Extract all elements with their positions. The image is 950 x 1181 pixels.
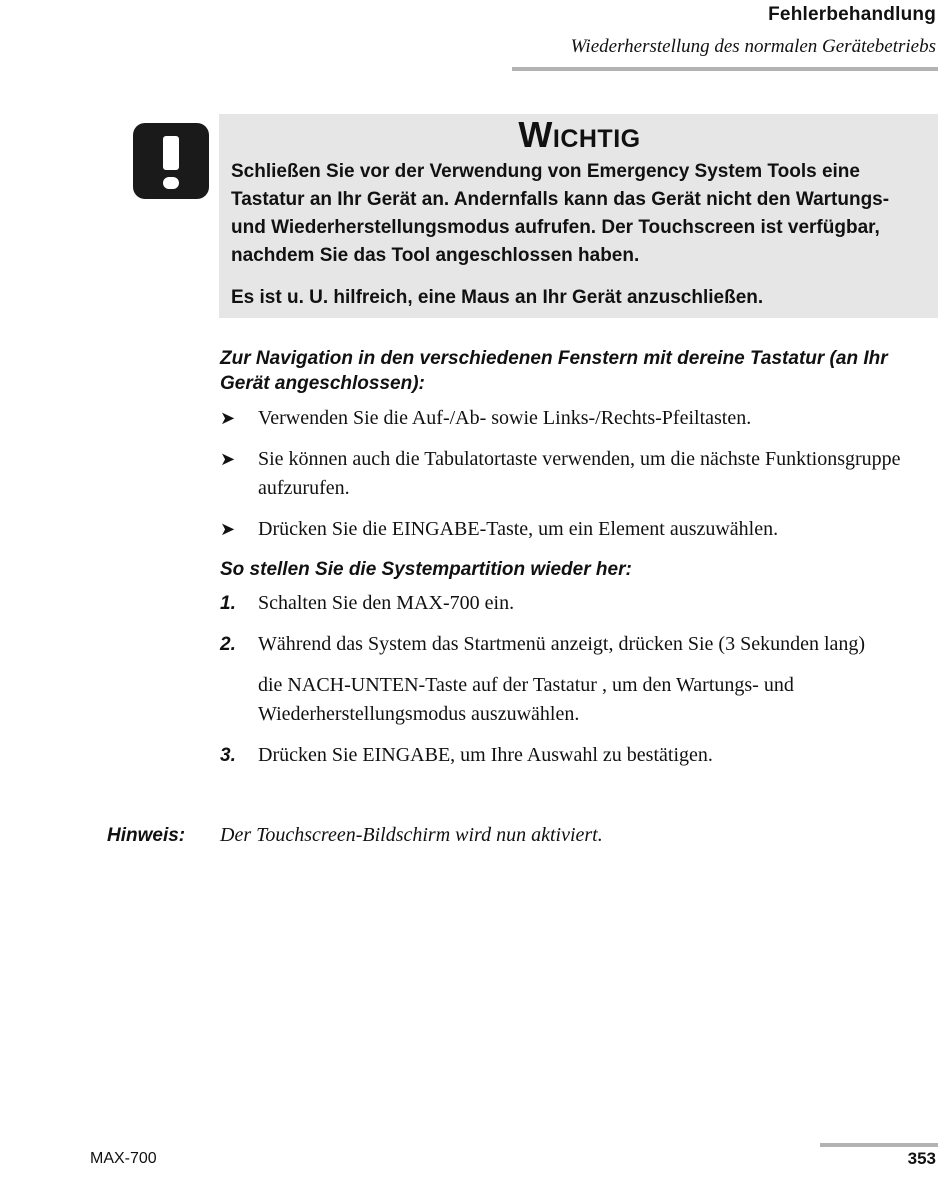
step-text: Drücken Sie EINGABE, um Ihre Auswahl zu bestätigen.: [258, 744, 713, 766]
restore-heading: So stellen Sie die Systempartition wieder her:: [220, 559, 632, 580]
exclamation-icon: [133, 123, 209, 199]
note-text: Der Touchscreen-Bildschirm wird nun aktiviert.: [220, 824, 603, 846]
header-rule: [512, 67, 938, 71]
step-text: Schalten Sie den MAX-700 ein.: [258, 592, 515, 614]
list-item: [220, 445, 940, 503]
footer-rule: [820, 1143, 938, 1147]
list-item-text: Sie können auch die Tabulatortaste verwenden, um die nächste Funktionsgruppe aufzurufen.: [258, 448, 901, 499]
note-label: Hinweis:: [107, 825, 186, 846]
step-number: 2.: [220, 634, 236, 655]
step-text: Während das System das Startmenü anzeigt, drücken Sie (3 Sekunden lang): [258, 633, 866, 655]
step-number: 1.: [220, 593, 236, 614]
footer-product: MAX-700: [90, 1150, 157, 1167]
chapter-title: Fehlerbehandlung: [768, 4, 936, 25]
navigation-list: [220, 404, 940, 556]
list-item-text: Drücken Sie die EINGABE-Taste, um ein Element auszuwählen.: [258, 518, 779, 540]
list-item: [220, 404, 940, 433]
arrow-bullet-icon: ➤: [220, 408, 236, 429]
arrow-bullet-icon: ➤: [220, 519, 236, 540]
section-title: Wiederherstellung des normalen Gerätebetriebs: [570, 36, 936, 57]
navigation-heading: Zur Navigation in den verschiedenen Fenstern mit dereine Tastatur (an Ihr Gerät angeschlossen):: [220, 348, 888, 394]
important-paragraph: Schließen Sie vor der Verwendung von Emergency System Tools eine Tastatur an Ihr Gerät an. Andernfalls kann das Gerät nicht den Wartungs- und Wiederherstellungsmodus aufrufen. Der Touchscreen ist verfügbar, nachdem Sie das Tool angeschlossen haben.: [231, 161, 890, 266]
page-number: 353: [907, 1149, 936, 1168]
important-box: [219, 114, 938, 318]
step-item: [220, 741, 940, 770]
step-number: 3.: [220, 745, 236, 766]
restore-steps: [220, 589, 940, 782]
step-item: [220, 630, 940, 729]
step-item: [220, 589, 940, 618]
important-title: Wichtig: [518, 114, 641, 155]
step-continuation: die NACH-UNTEN-Taste auf der Tastatur , um den Wartungs- und Wiederherstellungsmodus auszuwählen.: [258, 674, 794, 725]
list-item-text: Verwenden Sie die Auf-/Ab- sowie Links-/Rechts-Pfeiltasten.: [258, 407, 752, 429]
important-paragraph: Es ist u. U. hilfreich, eine Maus an Ihr Gerät anzuschließen.: [231, 287, 764, 308]
arrow-bullet-icon: ➤: [220, 449, 236, 470]
list-item: [220, 515, 940, 544]
